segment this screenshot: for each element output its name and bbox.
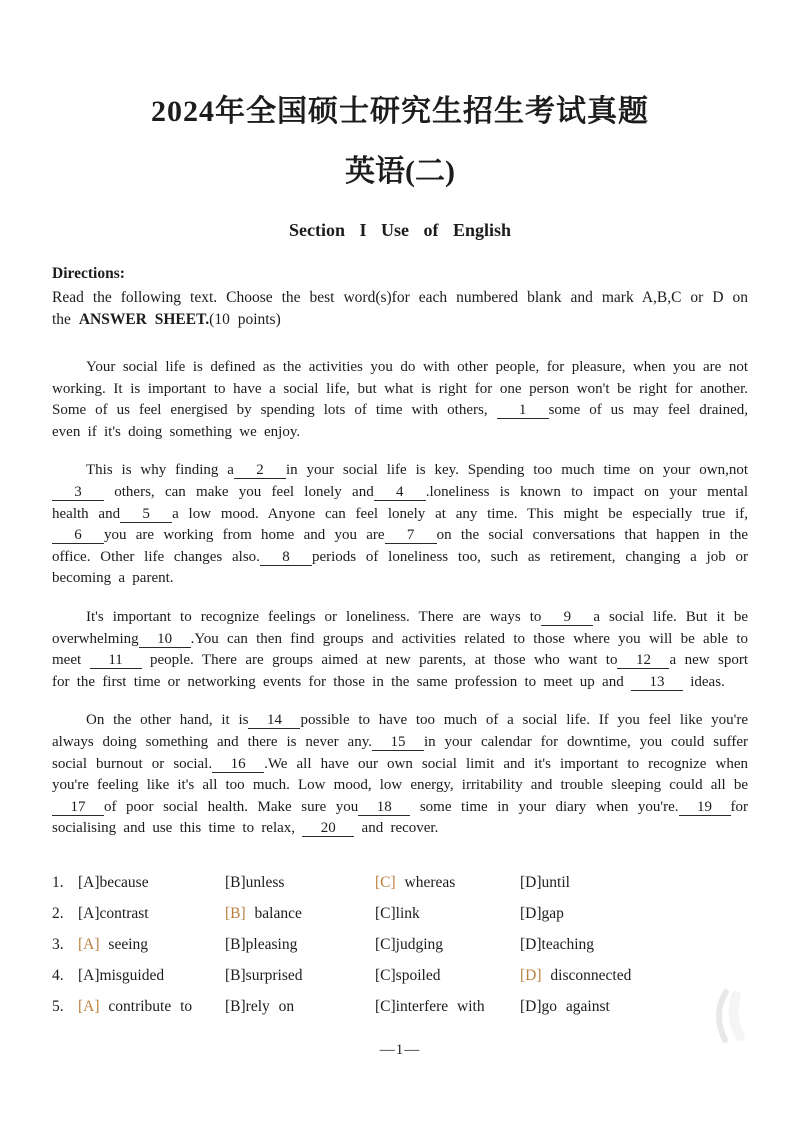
q1-option-b: [225, 873, 375, 893]
question-number-1: 1.: [52, 873, 64, 891]
option-text: misguided: [99, 966, 165, 984]
blank-16: 16: [212, 757, 264, 773]
q4-option-a: [78, 966, 225, 986]
option-letter: [B]: [225, 873, 246, 891]
q4-option-c: [375, 966, 520, 986]
blank-12: 12: [617, 653, 669, 669]
option-letter: [A]: [78, 966, 100, 984]
blank-14: 14: [248, 713, 300, 729]
option-letter: [A]: [78, 997, 100, 1015]
cloze-passage: [52, 357, 748, 840]
q4-option-d: [520, 966, 748, 986]
option-text: contrast: [99, 904, 149, 922]
option-text: disconnected: [541, 966, 632, 984]
q2-option-c: [375, 904, 520, 924]
blank-8: 8: [260, 550, 312, 566]
option-text: pleasing: [245, 935, 298, 953]
exam-subtitle: 英语(二): [345, 155, 455, 188]
option-letter: [A]: [78, 935, 100, 953]
option-letter: [D]: [520, 997, 542, 1015]
blank-11: 11: [90, 653, 142, 669]
q2-option-d: [520, 904, 748, 924]
q1-option-c: [375, 873, 520, 893]
directions-label: Directions:: [52, 265, 125, 282]
question-number-2: 2.: [52, 904, 64, 922]
q5-option-d: [520, 997, 748, 1017]
option-letter: [C]: [375, 873, 396, 891]
exam-title: 2024年全国硕士研究生招生考试真题: [151, 95, 649, 128]
option-letter: [B]: [225, 904, 246, 922]
option-text: go against: [541, 997, 610, 1015]
blank-19: 19: [679, 800, 731, 816]
blank-13: 13: [631, 675, 683, 691]
q5-option-a: [78, 997, 225, 1017]
q2-option-b: [225, 904, 375, 924]
question-number-5: 5.: [52, 997, 64, 1015]
directions-text-pre: Read the following text. Choose the best word(s)for each numbered blank and mark A,B,C or D on the: [52, 289, 748, 328]
option-text: interfere with: [395, 997, 485, 1015]
option-letter: [C]: [375, 904, 396, 922]
paragraph-2: This is why finding a 2 in your social life is key. Spending too much time on your own,not 3 others, can make you feel lonely and 4 .loneliness is known to impact on your mental health and 5 a low mood. Anyone can feel lonely at any time. This might be especially true if,6 you are working from home and you are 7 on the social conversations that happen in the office. Other life changes also. 8 periods of loneliness too, such as retirement, changing a job or becoming a parent.: [52, 462, 748, 587]
blank-18: 18: [358, 800, 410, 816]
q4-option-b: [225, 966, 375, 986]
blank-2: 2: [234, 463, 286, 479]
q2-option-a: [78, 904, 225, 924]
option-letter: [D]: [520, 935, 542, 953]
option-letter: [C]: [375, 966, 396, 984]
q5-option-c: [375, 997, 520, 1017]
option-text: teaching: [541, 935, 595, 953]
option-letter: [A]: [78, 873, 100, 891]
option-letter: [A]: [78, 904, 100, 922]
answer-options-list: [52, 873, 748, 1017]
blank-1: 1: [497, 403, 549, 419]
option-text: surprised: [245, 966, 303, 984]
option-letter: [B]: [225, 966, 246, 984]
blank-9: 9: [541, 610, 593, 626]
option-text: balance: [245, 904, 302, 922]
blank-15: 15: [372, 735, 424, 751]
blank-10: 10: [139, 632, 191, 648]
option-text: because: [99, 873, 149, 891]
paragraph-4: On the other hand, it is 14 possible to have too much of a social life. If you feel like you're always doing something and there is never any. 15 in your calendar for downtime, you could suffer social burnout or social. 16 .We all have our own social limit and it's important to recognize when you're feeling like it's all too much. Low mood, low energy, irritability and trouble sleeping could all be17 of poor social health. Make sure you 18 some time in your diary when you're. 19 for socialising and use this time to relax, 20 and recover.: [52, 712, 749, 837]
page-number: —1—: [379, 1041, 421, 1058]
option-letter: [D]: [520, 904, 542, 922]
option-text: whereas: [395, 873, 456, 891]
question-number-3: 3.: [52, 935, 64, 953]
section-title: Section I Use of English: [288, 220, 512, 240]
blank-4: 4: [374, 485, 426, 501]
q3-option-a: [78, 935, 225, 955]
option-letter: [B]: [225, 935, 246, 953]
directions-text: [52, 287, 748, 330]
blank-20: 20: [302, 821, 354, 837]
option-text: rely on: [245, 997, 295, 1015]
paragraph-1: Your social life is defined as the activities you do with other people, for pleasure, when you are not working. It is important to have a social life, but what is right for one person won't be right for another. Some of us feel energised by spending lots of time with others, 1 some of us may feel drained, even if it's doing something we enjoy.: [52, 359, 749, 440]
option-text: unless: [245, 873, 285, 891]
q1-option-a: [78, 873, 225, 893]
question-number-4: 4.: [52, 966, 64, 984]
q5-option-b: [225, 997, 375, 1017]
option-text: link: [395, 904, 420, 922]
blank-17: 17: [52, 800, 104, 816]
option-letter: [B]: [225, 997, 246, 1015]
q3-option-c: [375, 935, 520, 955]
blank-5: 5: [120, 507, 172, 523]
blank-6: 6: [52, 528, 104, 544]
option-letter: [D]: [520, 966, 542, 984]
q3-option-b: [225, 935, 375, 955]
option-text: contribute to: [99, 997, 193, 1015]
option-text: spoiled: [395, 966, 441, 984]
paragraph-3: It's important to recognize feelings or loneliness. There are ways to 9 a social life. But it be overwhelming 10 .You can then find groups and activities related to those where you will be able to meet 11 people. There are groups aimed at new parents, at those who want to 12 a new sport for the first time or networking events for those in the same profession to meet up and 13 ideas.: [52, 608, 748, 690]
option-text: gap: [541, 904, 564, 922]
directions-text-bold: ANSWER SHEET.: [78, 310, 210, 328]
option-text: seeing: [99, 935, 149, 953]
option-letter: [C]: [375, 997, 396, 1015]
option-text: until: [541, 873, 570, 891]
page-content: [0, 86, 800, 1059]
blank-7: 7: [385, 528, 437, 544]
option-text: judging: [395, 935, 444, 953]
blank-3: 3: [52, 485, 104, 501]
option-letter: [C]: [375, 935, 396, 953]
option-letter: [D]: [520, 873, 542, 891]
q3-option-d: [520, 935, 748, 955]
q1-option-d: [520, 873, 748, 893]
directions-text-post: (10 points): [209, 310, 281, 328]
